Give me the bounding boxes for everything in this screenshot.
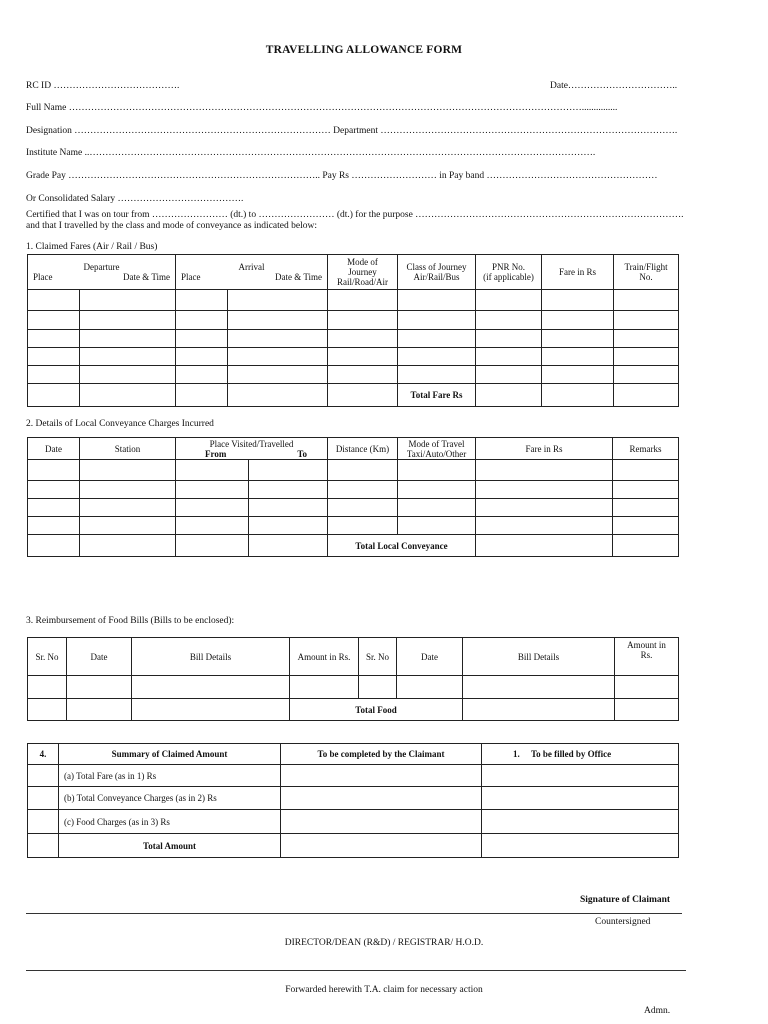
conveyance-header-row (28, 438, 679, 460)
total-amount-office-input[interactable] (482, 834, 679, 858)
food-date-header-2: Date (397, 638, 463, 676)
certification-line-2: and that I travelled by the class and mode of conveyance as indicated below: (26, 221, 317, 231)
departure-date-time-label: Date & Time (123, 272, 171, 282)
fares-header-row (28, 255, 679, 290)
conveyance-total-row (28, 535, 679, 557)
place-visited-header (176, 438, 328, 460)
signature-divider (26, 913, 682, 914)
summary-row-conveyance (28, 787, 679, 810)
class-header: Class of Journey Air/Rail/Bus (398, 255, 476, 290)
claimed-fares-table (27, 254, 679, 407)
food-claimant-input[interactable] (281, 810, 482, 834)
summary-row-fare (28, 765, 679, 787)
departure-header (28, 255, 176, 290)
conv-fare-header: Fare in Rs (476, 438, 613, 460)
total-local-conveyance-value[interactable] (476, 535, 613, 557)
conv-date-header: Date (28, 438, 80, 460)
amount-header: Amount in Rs. (290, 638, 359, 676)
footer-divider (26, 970, 686, 971)
countersigned-label: Countersigned (595, 917, 651, 927)
certification-line-1[interactable]: Certified that I was on tour from …………………… (dt.) to …………………… (dt.) for the purpose …………………………………………………………………………. (26, 210, 684, 220)
total-fare-label: Total Fare Rs (398, 384, 476, 407)
fares-row[interactable] (28, 348, 679, 366)
total-fare-office-input[interactable] (482, 765, 679, 787)
form-title: TRAVELLING ALLOWANCE FORM (265, 44, 463, 56)
total-amount-claimant-input[interactable] (281, 834, 482, 858)
fares-row[interactable] (28, 366, 679, 384)
conveyance-row[interactable] (28, 460, 679, 481)
station-header: Station (80, 438, 176, 460)
fare-header: Fare in Rs (542, 255, 614, 290)
section-2-heading: 2. Details of Local Conveyance Charges Incurred (26, 419, 214, 429)
total-amount-label: Total Amount (59, 834, 281, 858)
distance-header: Distance (Km) (328, 438, 398, 460)
total-food-label: Total Food (290, 699, 463, 721)
food-summary-label: (c) Food Charges (as in 3) Rs (59, 810, 281, 834)
food-total-row (28, 699, 679, 721)
fares-row[interactable] (28, 330, 679, 348)
total-fare-value[interactable] (542, 384, 614, 407)
food-date-header: Date (67, 638, 132, 676)
summary-header-row (28, 744, 679, 765)
full-name-field[interactable]: Full Name ………………………………………………………………………………………………………………………………………………............... (26, 103, 618, 113)
local-conveyance-table (27, 437, 679, 557)
forwarded-note: Forwarded herewith T.A. claim for necessary action (285, 985, 483, 995)
departure-label: Departure (83, 262, 120, 272)
conveyance-claimant-input[interactable] (281, 787, 482, 810)
arrival-header (176, 255, 328, 290)
bill-details-header: Bill Details (132, 638, 290, 676)
mode-header: Mode of Journey Rail/Road/Air (328, 255, 398, 290)
from-label: From (205, 448, 227, 459)
food-row[interactable] (28, 676, 679, 699)
date-field[interactable]: Date…………………………….. (550, 81, 678, 91)
conveyance-row[interactable] (28, 499, 679, 517)
grade-pay-field[interactable]: Grade Pay …………………………………………………………………….. Pay Rs ……………………… in Pay band ……………………………………………… (26, 171, 658, 181)
sr-no-header: Sr. No (28, 638, 67, 676)
designation-department-field[interactable]: Designation ……………………………………………………………………… Department …………………………………………………………………………………. (26, 126, 678, 136)
departure-place-label: Place (33, 272, 53, 282)
total-local-conveyance-label: Total Local Conveyance (328, 535, 476, 557)
conveyance-office-input[interactable] (482, 787, 679, 810)
signature-of-claimant: Signature of Claimant (580, 895, 671, 905)
bill-details-header-2: Bill Details (463, 638, 615, 676)
place-visited-label: Place Visited/Travelled (209, 438, 294, 449)
to-label: To (297, 448, 308, 459)
conveyance-summary-label: (b) Total Conveyance Charges (as in 2) Rs (59, 787, 281, 810)
sr-no-header-2: Sr. No (359, 638, 397, 676)
consolidated-salary-field[interactable]: Or Consolidated Salary …………………………………. (26, 194, 244, 204)
section-4-number: 4. (28, 744, 59, 765)
summary-table (27, 743, 679, 858)
conveyance-row[interactable] (28, 517, 679, 535)
rc-id-field[interactable]: RC ID …………………………………. (26, 81, 180, 91)
travel-mode-header: Mode of Travel Taxi/Auto/Other (398, 438, 476, 460)
fares-row[interactable] (28, 290, 679, 311)
amount-header-2: Amount in Rs. (615, 638, 679, 676)
pnr-header: PNR No. (if applicable) (476, 255, 542, 290)
admn-label: Admn. (644, 1006, 671, 1016)
section-1-heading: 1. Claimed Fares (Air / Rail / Bus) (26, 242, 158, 252)
summary-header: Summary of Claimed Amount (59, 744, 281, 765)
remarks-header: Remarks (613, 438, 679, 460)
food-office-input[interactable] (482, 810, 679, 834)
arrival-date-time-label: Date & Time (275, 272, 323, 282)
fares-row[interactable] (28, 311, 679, 330)
institute-name-field[interactable]: Institute Name ..……………………………………………………………………………………………………………………………………………. (26, 148, 596, 158)
office-header: 1. To be filled by Office (482, 744, 679, 765)
food-bills-table (27, 637, 679, 721)
arrival-label: Arrival (238, 262, 265, 272)
arrival-place-label: Place (181, 272, 201, 282)
director-label: DIRECTOR/DEAN (R&D) / REGISTRAR/ H.O.D. (284, 938, 484, 948)
summary-row-food (28, 810, 679, 834)
fares-total-row (28, 384, 679, 407)
summary-total-row (28, 834, 679, 858)
total-fare-summary-label: (a) Total Fare (as in 1) Rs (59, 765, 281, 787)
food-header-row (28, 638, 679, 676)
claimant-header: To be completed by the Claimant (281, 744, 482, 765)
conveyance-row[interactable] (28, 481, 679, 499)
section-3-heading: 3. Reimbursement of Food Bills (Bills to be enclosed): (26, 616, 235, 626)
total-fare-claimant-input[interactable] (281, 765, 482, 787)
train-flight-header: Train/Flight No. (614, 255, 679, 290)
